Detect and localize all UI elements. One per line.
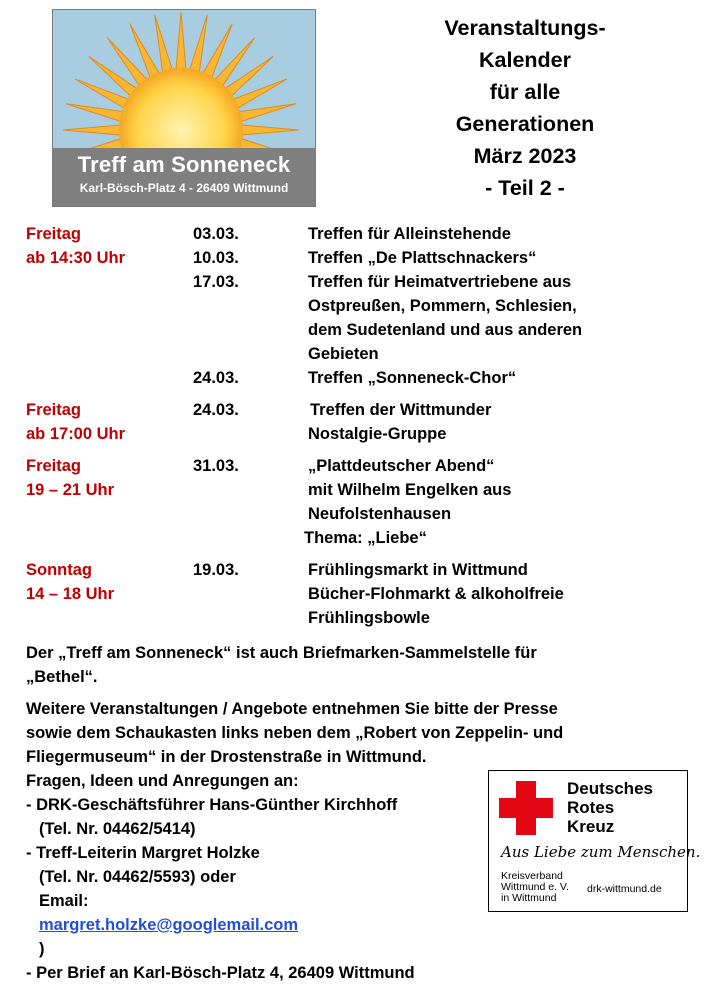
- drk-kv-line: in Wittmund: [501, 892, 557, 904]
- page-title: [395, 12, 655, 204]
- note-line: Fliegermuseum“ in der Drostenstraße in Wittmund.: [26, 748, 427, 766]
- title-line: Kalender: [478, 48, 571, 72]
- logo-caption-bar: [53, 148, 315, 206]
- event-date: 24.03.: [193, 401, 239, 419]
- event-day: Sonntag: [26, 561, 92, 579]
- drk-name-line: Deutsches: [567, 779, 653, 798]
- logo-address: Karl-Bösch-Platz 4 - 26409 Wittmund: [79, 181, 289, 195]
- contact-phone: (Tel. Nr. 04462/5593) oder: [39, 868, 236, 886]
- drk-slogan: Aus Liebe zum Menschen.: [501, 843, 701, 861]
- contact-line: - Per Brief an Karl-Bösch-Platz 4, 26409 Wittmund: [26, 964, 415, 982]
- event-date: 03.03.: [193, 225, 239, 243]
- event-date: 24.03.: [193, 369, 239, 387]
- event-description: Thema: „Liebe“: [304, 529, 427, 547]
- contact-line: - DRK-Geschäftsführer Hans-Günther Kirchhoff: [26, 796, 398, 814]
- drk-name: [567, 779, 653, 836]
- event-description: Neufolstenhausen: [308, 505, 452, 523]
- event-description: Treffen für Alleinstehende: [308, 225, 511, 243]
- drk-logo: [488, 770, 701, 912]
- event-description: dem Sudetenland und aus anderen: [308, 321, 583, 339]
- event-description: Nostalgie-Gruppe: [308, 425, 447, 443]
- title-line: für alle: [489, 80, 561, 104]
- email-close: ): [39, 940, 45, 958]
- event-description: „Plattdeutscher Abend“: [308, 457, 495, 475]
- event-description: mit Wilhelm Engelken aus: [308, 481, 512, 499]
- contact-line: - Treff-Leiterin Margret Holzke: [26, 844, 260, 862]
- drk-kv-line: Wittmund e. V.: [501, 881, 569, 893]
- logo-name: Treff am Sonneneck: [77, 152, 291, 177]
- contact-heading: Fragen, Ideen und Anregungen an:: [26, 772, 299, 790]
- event-block-friday-1921: [0, 457, 720, 553]
- drk-name-line: Rotes: [567, 798, 615, 817]
- event-description: Bücher-Flohmarkt & alkoholfreie: [308, 585, 564, 603]
- email-link[interactable]: margret.holzke@googlemail.com: [39, 916, 299, 934]
- title-line: Generationen: [455, 112, 595, 136]
- event-time: ab 17:00 Uhr: [26, 425, 126, 443]
- event-description: Treffen „De Plattschnackers“: [308, 249, 537, 267]
- event-description: Treffen „Sonneneck-Chor“: [308, 369, 517, 387]
- red-cross-icon: [499, 781, 553, 835]
- event-date: 10.03.: [193, 249, 239, 267]
- event-day: Freitag: [26, 457, 82, 475]
- title-line: März 2023: [473, 144, 577, 168]
- event-time: ab 14:30 Uhr: [26, 249, 126, 267]
- note-line: sowie dem Schaukasten links neben dem „Robert von Zeppelin- und: [26, 724, 564, 742]
- event-day: Freitag: [26, 225, 82, 243]
- drk-name-line: Kreuz: [567, 817, 615, 836]
- drk-kreisverband: [501, 871, 569, 904]
- event-description: Treffen für Heimatvertriebene aus: [308, 273, 572, 291]
- event-date: 19.03.: [193, 561, 239, 579]
- event-block-friday-1700: [0, 401, 720, 449]
- event-description: Gebieten: [308, 345, 379, 363]
- title-line: Veranstaltungs-: [444, 16, 606, 40]
- event-time: 19 – 21 Uhr: [26, 481, 115, 499]
- email-label: Email:: [39, 892, 89, 910]
- event-date: 17.03.: [193, 273, 239, 291]
- note-line: Der „Treff am Sonneneck“ ist auch Briefmarken-Sammelstelle für: [26, 644, 537, 662]
- event-day: Freitag: [26, 401, 82, 419]
- further-events-note: [26, 697, 686, 769]
- contact-phone: (Tel. Nr. 04462/5414): [39, 820, 196, 838]
- event-date: 31.03.: [193, 457, 239, 475]
- event-description: Treffen der Wittmunder: [310, 401, 492, 419]
- drk-website: drk-wittmund.de: [587, 883, 662, 895]
- event-description: Frühlingsmarkt in Wittmund: [308, 561, 528, 579]
- note-line: Weitere Veranstaltungen / Angebote entnehmen Sie bitte der Presse: [26, 700, 558, 718]
- event-time: 14 – 18 Uhr: [26, 585, 115, 603]
- title-line: - Teil 2 -: [485, 176, 565, 200]
- event-description: Ostpreußen, Pommern, Schlesien,: [308, 297, 577, 315]
- note-line: „Bethel“.: [26, 668, 98, 686]
- drk-kv-line: Kreisverband: [501, 870, 563, 882]
- stamp-collection-note: [26, 641, 686, 689]
- event-block-friday-1430: [0, 225, 720, 393]
- event-description: Frühlingsbowle: [308, 609, 430, 627]
- logo-treff-am-sonneneck: [52, 9, 316, 207]
- event-block-sunday: [0, 561, 720, 633]
